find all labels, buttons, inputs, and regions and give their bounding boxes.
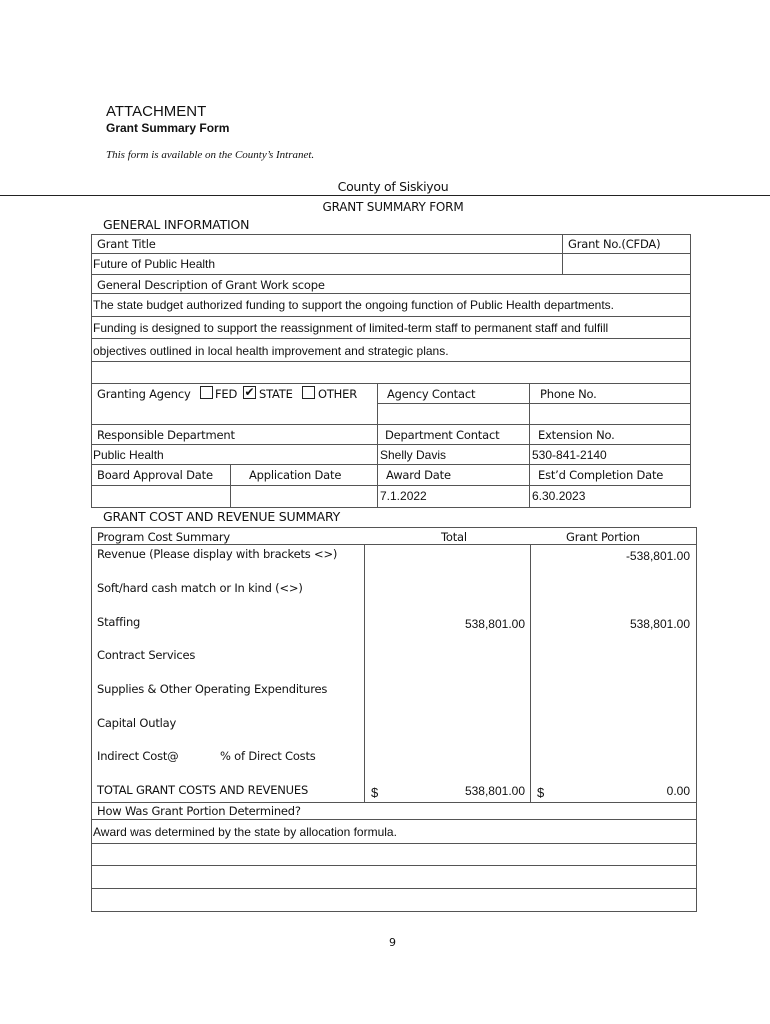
dept-contact-value: Shelly Davis (380, 448, 447, 462)
title-rule (0, 195, 770, 196)
totals-grant: 0.00 (666, 784, 690, 798)
form-name: Grant Summary Form (106, 121, 230, 135)
indirect-cost-label: Indirect Cost@ (97, 749, 179, 763)
completion-value: 6.30.2023 (532, 489, 586, 503)
county-title: County of Siskiyou (337, 179, 449, 194)
application-date-label: Application Date (249, 468, 342, 482)
fed-label: FED (215, 387, 238, 401)
resp-dept-label: Responsible Department (97, 428, 235, 442)
staffing-label: Staffing (97, 615, 141, 629)
award-date-label: Award Date (386, 468, 451, 482)
description-line-1: The state budget authorized funding to support the ongoing function of Public Health departments. (93, 298, 615, 312)
extension-label: Extension No. (538, 428, 615, 442)
indirect-suffix: % of Direct Costs (220, 749, 316, 763)
total-header: Total (441, 530, 467, 544)
how-determined-value: Award was determined by the state by allocation formula. (93, 825, 397, 839)
extension-value: 530-841-2140 (532, 448, 607, 462)
grant-title-label: Grant Title (97, 237, 156, 251)
staffing-total: 538,801.00 (464, 617, 525, 631)
agency-contact-label: Agency Contact (387, 387, 476, 401)
totals-label: TOTAL GRANT COSTS AND REVENUES (97, 783, 309, 797)
revenue-label: Revenue (Please display with brackets <>) (97, 547, 338, 561)
grant-no-label: Grant No.(CFDA) (568, 237, 661, 251)
state-label: STATE (259, 387, 293, 401)
staffing-grant: 538,801.00 (629, 617, 690, 631)
attachment-heading: ATTACHMENT (106, 103, 207, 120)
completion-label: Est’d Completion Date (538, 468, 664, 482)
revenue-grant: -538,801.00 (625, 549, 690, 563)
match-label: Soft/hard cash match or In kind (<>) (97, 581, 303, 595)
how-determined-label: How Was Grant Portion Determined? (97, 804, 301, 818)
grant-portion-header: Grant Portion (566, 530, 640, 544)
dept-contact-label: Department Contact (385, 428, 500, 442)
totals-grant-currency: $ (537, 785, 545, 800)
capital-outlay-label: Capital Outlay (97, 716, 177, 730)
general-section-title: GENERAL INFORMATION (103, 217, 250, 232)
state-checkbox[interactable]: ✔ (244, 385, 255, 399)
contract-services-label: Contract Services (97, 648, 196, 662)
grant-title-value: Future of Public Health (93, 257, 216, 271)
award-date-value: 7.1.2022 (380, 489, 427, 503)
supplies-label: Supplies & Other Operating Expenditures (97, 682, 328, 696)
form-title: GRANT SUMMARY FORM (322, 200, 464, 214)
description-label: General Description of Grant Work scope (97, 278, 325, 292)
page-number: 9 (389, 936, 396, 949)
other-label: OTHER (318, 387, 357, 401)
program-cost-label: Program Cost Summary (97, 530, 230, 544)
totals-total-currency: $ (371, 785, 379, 800)
phone-label: Phone No. (540, 387, 597, 401)
description-line-2: Funding is designed to support the reassignment of limited-term staff to permanent staff and fulfill (93, 321, 609, 335)
cost-section-title: GRANT COST AND REVENUE SUMMARY (103, 509, 341, 524)
resp-dept-value: Public Health (93, 448, 164, 462)
granting-agency-label: Granting Agency (97, 387, 191, 401)
description-line-3: objectives outlined in local health improvement and strategic plans. (93, 344, 449, 358)
fed-checkbox[interactable] (200, 386, 213, 399)
totals-total: 538,801.00 (464, 784, 525, 798)
other-checkbox[interactable] (302, 386, 315, 399)
intranet-note: This form is available on the County’s Intranet. (106, 149, 315, 161)
board-approval-label: Board Approval Date (97, 468, 213, 482)
